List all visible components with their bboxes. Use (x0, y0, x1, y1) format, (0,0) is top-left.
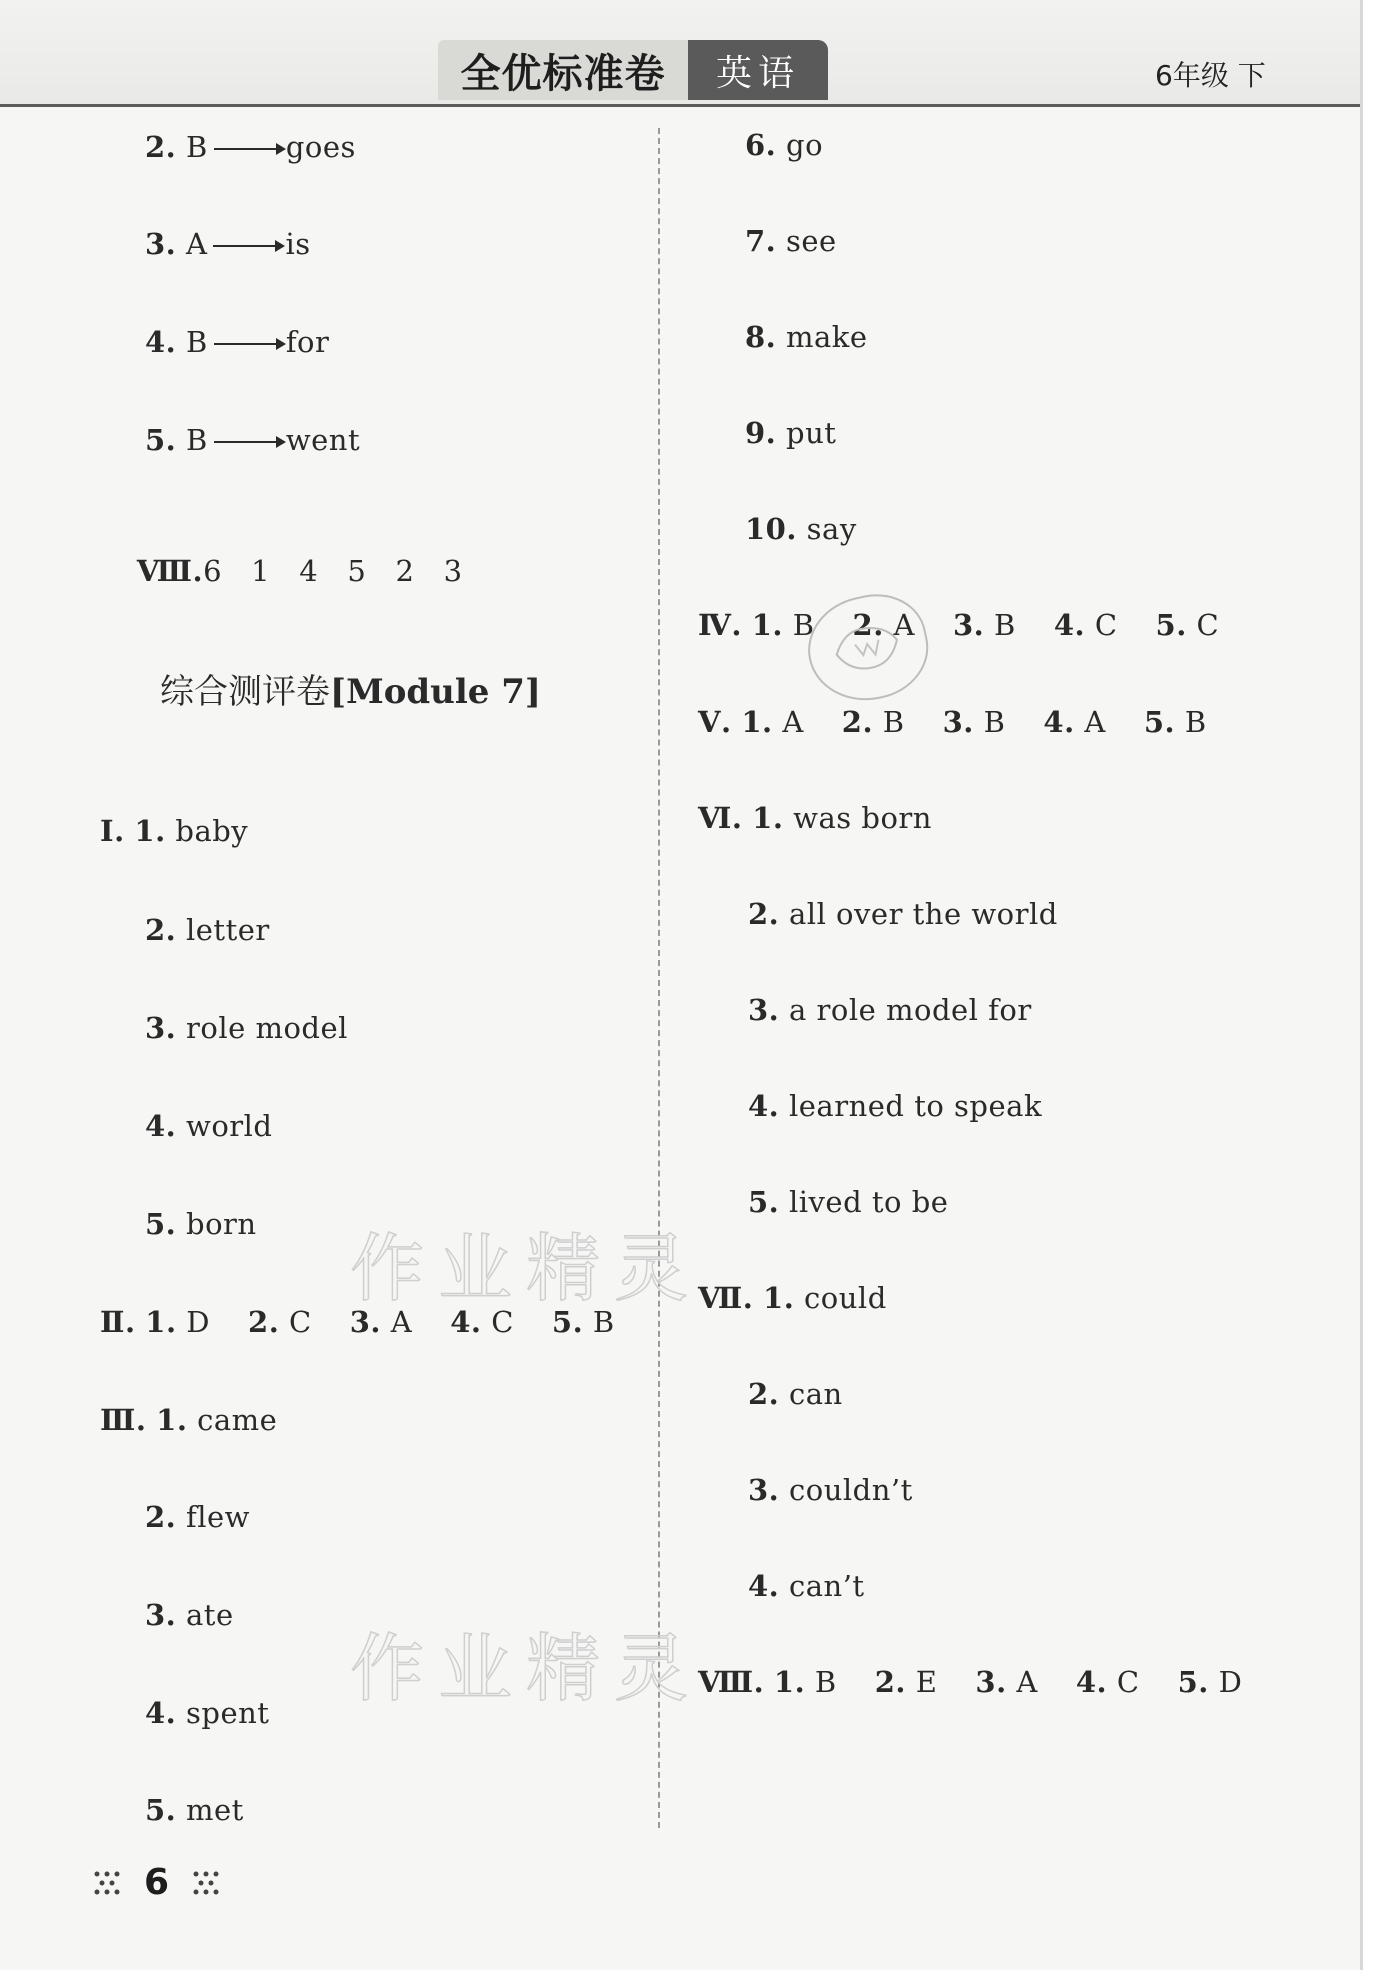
watermark: 作业精灵 (350, 1626, 702, 1712)
sec2-row: Ⅱ. 1. D 2. C 3. A 4. C 5. B (100, 1305, 615, 1339)
sec5-row: Ⅴ. 1. A 2. B 3. B 4. A 5. B (698, 705, 1207, 739)
subject-box (688, 40, 828, 100)
sec1-item: 2. letter (145, 913, 270, 947)
sec1-item: 5. born (145, 1207, 257, 1241)
sec6-item: 4. learned to speak (748, 1089, 1043, 1123)
sec8-row: Ⅷ. 1. B 2. E 3. A 4. C 5. D (698, 1665, 1243, 1699)
stamp-logo (798, 585, 937, 712)
sec6-item: 2. all over the world (748, 897, 1058, 931)
section-8-order: Ⅷ.6 1 4 5 2 3 (136, 554, 463, 588)
page-number: 6 (144, 1862, 170, 1903)
sec1-item: 4. world (145, 1109, 273, 1143)
header-rule (0, 104, 1360, 107)
sec3-item: 5. met (145, 1793, 244, 1827)
subject-label: 英语 (715, 52, 800, 94)
sec6-item: 5. lived to be (748, 1185, 949, 1219)
brand-box (438, 40, 688, 100)
brand-title: 全优标准卷 (460, 50, 666, 97)
sec1-item: Ⅰ. 1. baby (100, 814, 249, 848)
sec6-item: Ⅵ. 1. was born (698, 801, 932, 835)
sec3-item: Ⅲ. 1. came (100, 1403, 278, 1437)
correction-item: 2. B goes (145, 130, 356, 164)
cont-item: 10. say (745, 512, 857, 546)
arrow-icon (214, 343, 284, 345)
sec3-item: 4. spent (145, 1696, 270, 1730)
sec3-item: 3. ate (145, 1598, 234, 1632)
cont-item: 6. go (745, 128, 824, 162)
sec7-item: 3. couldn’t (748, 1473, 913, 1507)
stamp-icon (823, 610, 914, 685)
sec3-item: 2. flew (145, 1500, 250, 1534)
grade-label: 6年级 下 (1155, 59, 1266, 92)
cont-item: 7. see (745, 224, 837, 258)
arrow-icon (214, 441, 284, 443)
cont-item: 9. put (745, 416, 837, 450)
sec4-row: Ⅳ. 1. B 2. A 3. B 4. C 5. C (698, 608, 1220, 642)
sec7-item: 2. can (748, 1377, 843, 1411)
section-title: 综合测评卷[Module 7] (160, 672, 542, 712)
sec6-item: 3. a role model for (748, 993, 1032, 1027)
sec7-item: 4. can’t (748, 1569, 865, 1603)
page-footer (92, 1862, 221, 1903)
cont-item: 8. make (745, 320, 868, 354)
column-divider (658, 128, 660, 1828)
arrow-icon (214, 148, 284, 150)
arrow-icon (213, 245, 283, 247)
sec7-item: Ⅶ. 1. could (698, 1281, 887, 1315)
sec1-item: 3. role model (145, 1011, 348, 1045)
correction-item: 5. B went (145, 423, 361, 457)
correction-item: 4. B for (145, 325, 330, 359)
watermark: 作业精灵 (350, 1226, 702, 1312)
correction-item: 3. A is (145, 227, 311, 261)
dots-icon (92, 1868, 122, 1898)
dots-icon (191, 1868, 221, 1898)
